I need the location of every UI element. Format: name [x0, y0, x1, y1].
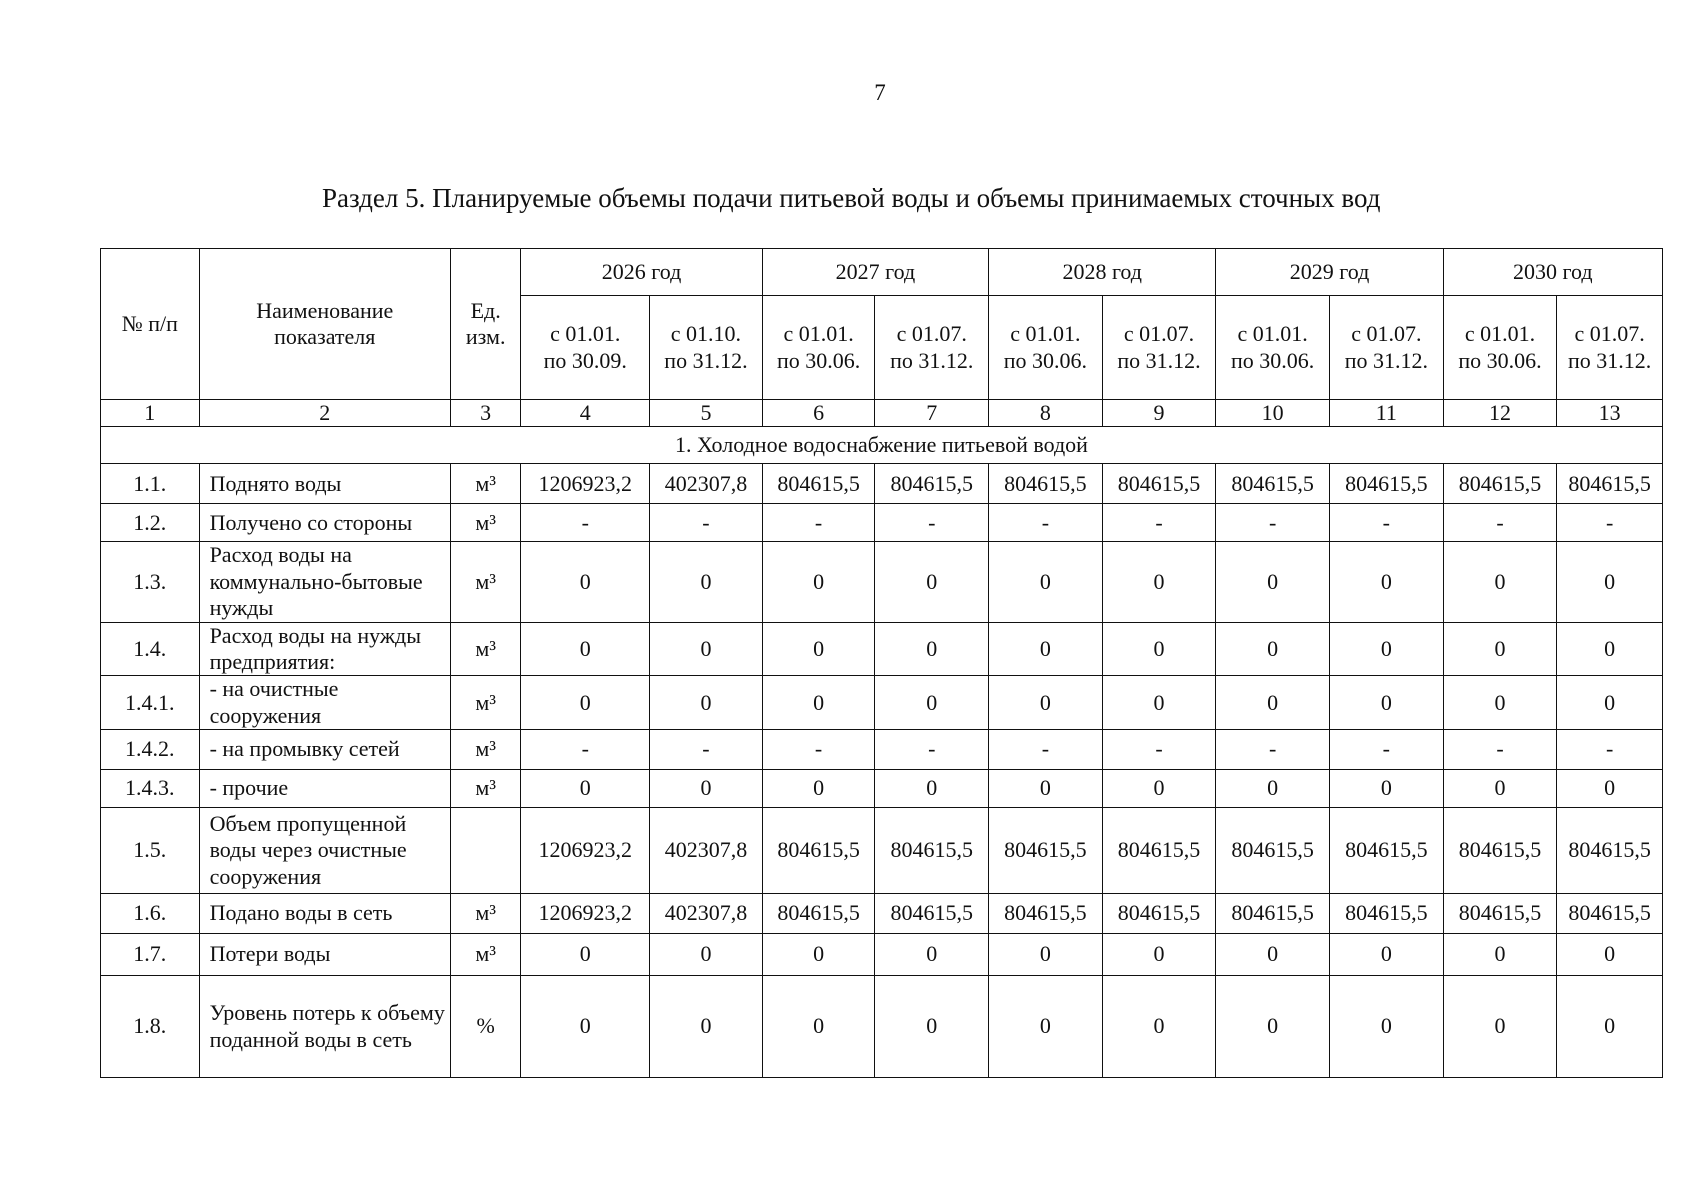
table-row — [101, 934, 1663, 976]
period-start: с 01.01. — [783, 321, 854, 347]
row-unit — [450, 808, 520, 894]
cell-value: 804615,5 — [1102, 894, 1216, 934]
cell-value: - — [1102, 504, 1216, 542]
cell-value: 804615,5 — [875, 894, 989, 934]
cell-value: 0 — [1557, 770, 1663, 808]
cell-value: 804615,5 — [1557, 894, 1663, 934]
period-end: по 31.12. — [1344, 347, 1428, 373]
cell-value: - — [1102, 730, 1216, 770]
cell-value: 0 — [1102, 976, 1216, 1078]
cell-value: 0 — [1443, 542, 1557, 622]
cell-value: 0 — [650, 542, 763, 622]
cell-value: 402307,8 — [650, 464, 763, 504]
row-unit: % — [450, 976, 520, 1078]
cell-value: 402307,8 — [650, 808, 763, 894]
cell-value: 1206923,2 — [521, 464, 650, 504]
column-number: 2 — [199, 400, 450, 427]
row-number: 1.2. — [101, 504, 200, 542]
cell-value: 0 — [650, 770, 763, 808]
cell-value: 0 — [1330, 622, 1444, 676]
header-num: № п/п — [101, 249, 200, 400]
column-number: 4 — [521, 400, 650, 427]
cell-value: 0 — [1557, 934, 1663, 976]
cell-value: 804615,5 — [762, 464, 875, 504]
cell-value: 804615,5 — [989, 464, 1103, 504]
section-heading: 1. Холодное водоснабжение питьевой водой — [101, 427, 1663, 464]
cell-value: 0 — [1557, 542, 1663, 622]
cell-value: 804615,5 — [1216, 894, 1330, 934]
table-row — [101, 976, 1663, 1078]
cell-value: 0 — [1443, 934, 1557, 976]
cell-value: 0 — [1102, 542, 1216, 622]
cell-value: 0 — [1216, 976, 1330, 1078]
cell-value: 0 — [1557, 622, 1663, 676]
row-name: Расход воды на нужды предприятия: — [199, 622, 450, 676]
period-start: с 01.01. — [550, 321, 621, 347]
cell-value: 0 — [1216, 542, 1330, 622]
table-row — [101, 770, 1663, 808]
cell-value: 804615,5 — [875, 808, 989, 894]
row-unit: м³ — [450, 464, 520, 504]
header-period — [521, 296, 650, 400]
cell-value: 0 — [989, 976, 1103, 1078]
header-name: Наименование показателя — [199, 249, 450, 400]
cell-value: - — [875, 504, 989, 542]
cell-value: 1206923,2 — [521, 894, 650, 934]
table-row — [101, 808, 1663, 894]
cell-value: 0 — [1330, 676, 1444, 730]
row-unit: м³ — [450, 622, 520, 676]
cell-value: 804615,5 — [1102, 808, 1216, 894]
header-period — [1443, 296, 1557, 400]
row-name: Расход воды на коммунально-бытовые нужды — [199, 542, 450, 622]
cell-value: 0 — [762, 770, 875, 808]
cell-value: 804615,5 — [1330, 808, 1444, 894]
cell-value: 0 — [1102, 770, 1216, 808]
row-name: Получено со стороны — [199, 504, 450, 542]
cell-value: 0 — [521, 542, 650, 622]
cell-value: 0 — [875, 676, 989, 730]
cell-value: 0 — [1216, 770, 1330, 808]
period-start: с 01.01. — [1237, 321, 1308, 347]
cell-value: - — [1330, 730, 1444, 770]
cell-value: 804615,5 — [1557, 464, 1663, 504]
period-end: по 31.12. — [1568, 347, 1652, 373]
cell-value: - — [1216, 504, 1330, 542]
row-number: 1.5. — [101, 808, 200, 894]
header-year: 2030 год — [1443, 249, 1662, 296]
cell-value: - — [1330, 504, 1444, 542]
cell-value: 0 — [521, 934, 650, 976]
row-name: Поднято воды — [199, 464, 450, 504]
cell-value: 0 — [762, 542, 875, 622]
cell-value: 0 — [762, 676, 875, 730]
row-number: 1.4.2. — [101, 730, 200, 770]
cell-value: 1206923,2 — [521, 808, 650, 894]
cell-value: 0 — [1443, 770, 1557, 808]
cell-value: - — [521, 504, 650, 542]
period-start: с 01.07. — [1574, 321, 1645, 347]
row-name: Подано воды в сеть — [199, 894, 450, 934]
cell-value: 0 — [762, 976, 875, 1078]
period-start: с 01.10. — [670, 321, 742, 347]
row-number: 1.7. — [101, 934, 200, 976]
cell-value: 0 — [1443, 622, 1557, 676]
cell-value: 804615,5 — [1216, 808, 1330, 894]
row-number: 1.4. — [101, 622, 200, 676]
header-period — [1330, 296, 1444, 400]
cell-value: 0 — [1102, 622, 1216, 676]
column-number: 13 — [1557, 400, 1663, 427]
cell-value: 0 — [1330, 976, 1444, 1078]
row-number: 1.4.3. — [101, 770, 200, 808]
cell-value: - — [650, 504, 763, 542]
cell-value: 804615,5 — [989, 808, 1103, 894]
cell-value: 0 — [1216, 934, 1330, 976]
cell-value: 0 — [989, 770, 1103, 808]
cell-value: 0 — [989, 934, 1103, 976]
period-end: по 30.06. — [1003, 347, 1088, 373]
cell-value: 0 — [521, 976, 650, 1078]
row-name: - на промывку сетей — [199, 730, 450, 770]
column-number: 8 — [989, 400, 1103, 427]
column-number: 3 — [450, 400, 520, 427]
cell-value: 0 — [1216, 622, 1330, 676]
cell-value: 0 — [762, 622, 875, 676]
cell-value: 0 — [1216, 676, 1330, 730]
cell-value: 0 — [989, 622, 1103, 676]
header-year: 2026 год — [521, 249, 762, 296]
period-end: по 30.06. — [1231, 347, 1315, 373]
cell-value: 402307,8 — [650, 894, 763, 934]
cell-value: 0 — [989, 676, 1103, 730]
cell-value: 0 — [1330, 770, 1444, 808]
period-start: с 01.01. — [1010, 321, 1081, 347]
cell-value: 0 — [875, 622, 989, 676]
row-unit: м³ — [450, 676, 520, 730]
cell-value: - — [989, 730, 1103, 770]
header-period — [762, 296, 875, 400]
cell-value: 0 — [650, 976, 763, 1078]
row-number: 1.1. — [101, 464, 200, 504]
row-number: 1.4.1. — [101, 676, 200, 730]
header-period — [1557, 296, 1663, 400]
cell-value: 804615,5 — [1443, 808, 1557, 894]
cell-value: 0 — [875, 934, 989, 976]
cell-value: 804615,5 — [1443, 894, 1557, 934]
table-row — [101, 504, 1663, 542]
period-end: по 30.06. — [776, 347, 861, 373]
header-period — [875, 296, 989, 400]
section-title: Раздел 5. Планируемые объемы подачи питьевой воды и объемы принимаемых сточных вод — [322, 183, 1381, 213]
cell-value: - — [650, 730, 763, 770]
cell-value: 0 — [1557, 976, 1663, 1078]
row-name: Уровень потерь к объему поданной воды в сеть — [199, 976, 450, 1078]
row-number: 1.6. — [101, 894, 200, 934]
row-unit: м³ — [450, 730, 520, 770]
period-end: по 31.12. — [664, 347, 748, 373]
cell-value: 0 — [989, 542, 1103, 622]
row-unit: м³ — [450, 504, 520, 542]
cell-value: 804615,5 — [1102, 464, 1216, 504]
cell-value: 0 — [521, 770, 650, 808]
cell-value: 0 — [875, 542, 989, 622]
cell-value: 0 — [650, 676, 763, 730]
period-end: по 31.12. — [1117, 347, 1201, 373]
cell-value: 0 — [875, 976, 989, 1078]
column-number: 10 — [1216, 400, 1330, 427]
cell-value: 0 — [1102, 676, 1216, 730]
table-row — [101, 894, 1663, 934]
row-name: Потери воды — [199, 934, 450, 976]
cell-value: 0 — [1443, 676, 1557, 730]
table-row — [101, 542, 1663, 622]
table-row — [101, 676, 1663, 730]
cell-value: 804615,5 — [1216, 464, 1330, 504]
row-unit: м³ — [450, 770, 520, 808]
period-start: с 01.07. — [896, 321, 967, 347]
header-unit: Ед. изм. — [450, 249, 520, 400]
cell-value: 804615,5 — [875, 464, 989, 504]
header-year: 2029 год — [1216, 249, 1443, 296]
cell-value: - — [989, 504, 1103, 542]
header-period — [650, 296, 763, 400]
cell-value: 804615,5 — [1330, 464, 1444, 504]
cell-value: - — [1557, 730, 1663, 770]
row-unit: м³ — [450, 894, 520, 934]
cell-value: - — [762, 730, 875, 770]
cell-value: - — [1216, 730, 1330, 770]
cell-value: - — [1557, 504, 1663, 542]
report-table — [100, 248, 1663, 1078]
header-year: 2028 год — [989, 249, 1216, 296]
cell-value: 0 — [521, 676, 650, 730]
column-number: 5 — [650, 400, 763, 427]
header-period — [1102, 296, 1216, 400]
cell-value: - — [1443, 730, 1557, 770]
header-period — [1216, 296, 1330, 400]
column-number: 11 — [1330, 400, 1444, 427]
row-number: 1.3. — [101, 542, 200, 622]
cell-value: 804615,5 — [1557, 808, 1663, 894]
table-row — [101, 464, 1663, 504]
page-number: 7 — [874, 80, 886, 105]
row-name: Объем пропущенной воды через очистные сооружения — [199, 808, 450, 894]
cell-value: 804615,5 — [762, 808, 875, 894]
cell-value: 0 — [762, 934, 875, 976]
cell-value: 0 — [1330, 542, 1444, 622]
row-number: 1.8. — [101, 976, 200, 1078]
column-number: 9 — [1102, 400, 1216, 427]
row-name: - прочие — [199, 770, 450, 808]
period-start: с 01.07. — [1123, 321, 1195, 347]
period-end: по 31.12. — [890, 347, 974, 373]
cell-value: 804615,5 — [1443, 464, 1557, 504]
cell-value: 0 — [650, 622, 763, 676]
period-start: с 01.07. — [1351, 321, 1422, 347]
header-period — [989, 296, 1103, 400]
period-end: по 30.06. — [1458, 347, 1542, 373]
cell-value: - — [875, 730, 989, 770]
cell-value: 0 — [875, 770, 989, 808]
column-number: 12 — [1443, 400, 1557, 427]
cell-value: 0 — [650, 934, 763, 976]
table-row — [101, 730, 1663, 770]
cell-value: 0 — [1330, 934, 1444, 976]
cell-value: 0 — [1443, 976, 1557, 1078]
cell-value: - — [1443, 504, 1557, 542]
cell-value: 804615,5 — [989, 894, 1103, 934]
cell-value: 0 — [1102, 934, 1216, 976]
column-number: 6 — [762, 400, 875, 427]
row-unit: м³ — [450, 934, 520, 976]
period-start: с 01.01. — [1464, 321, 1536, 347]
cell-value: 0 — [1557, 676, 1663, 730]
row-unit: м³ — [450, 542, 520, 622]
cell-value: 804615,5 — [762, 894, 875, 934]
column-number: 7 — [875, 400, 989, 427]
cell-value: - — [762, 504, 875, 542]
cell-value: 0 — [521, 622, 650, 676]
cell-value: 804615,5 — [1330, 894, 1444, 934]
table-row — [101, 622, 1663, 676]
column-number: 1 — [101, 400, 200, 427]
header-year: 2027 год — [762, 249, 988, 296]
cell-value: - — [521, 730, 650, 770]
row-name: - на очистные сооружения — [199, 676, 450, 730]
period-end: по 30.09. — [543, 347, 627, 373]
